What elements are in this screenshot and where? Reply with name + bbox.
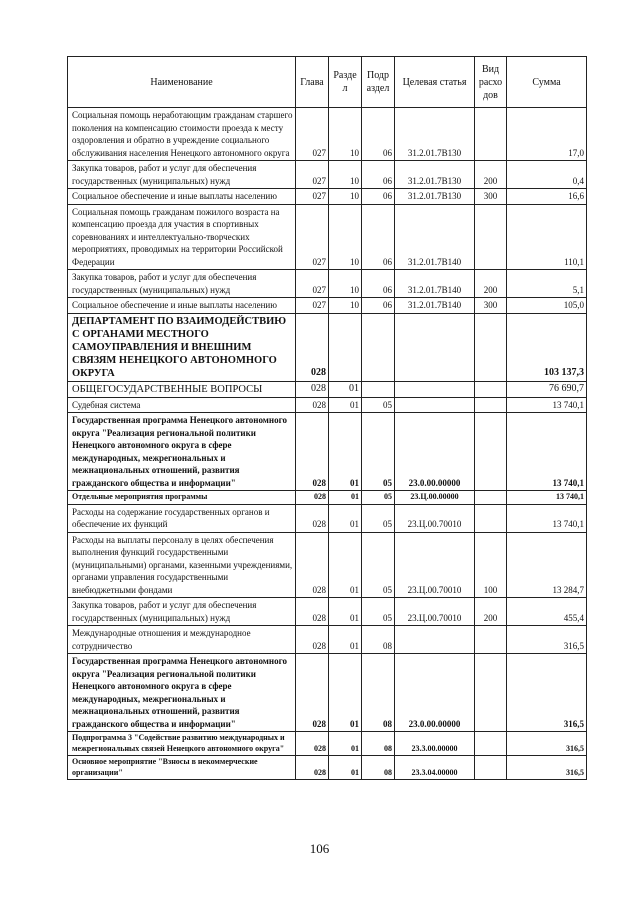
cell-podrazdel: 05: [362, 397, 395, 413]
cell-razdel: 01: [329, 756, 362, 780]
table-row: [68, 654, 587, 732]
cell-razdel: 01: [329, 598, 362, 626]
cell-sum: 0,4: [507, 161, 587, 189]
cell-vid: 300: [475, 298, 507, 314]
cell-vid: 200: [475, 161, 507, 189]
header-razdel: Разде л: [329, 57, 362, 108]
cell-podrazdel: 05: [362, 413, 395, 491]
cell-sum: 13 740,1: [507, 397, 587, 413]
header-target: Целевая статья: [395, 57, 475, 108]
cell-glava: 028: [296, 313, 329, 381]
cell-glava: 027: [296, 108, 329, 161]
cell-target: [395, 626, 475, 654]
cell-podrazdel: 06: [362, 108, 395, 161]
cell-podrazdel: 05: [362, 598, 395, 626]
cell-sum: 17,0: [507, 108, 587, 161]
cell-name: Международные отношения и международное сотрудничество: [68, 626, 296, 654]
cell-razdel: 01: [329, 504, 362, 532]
cell-podrazdel: 06: [362, 161, 395, 189]
cell-sum: 13 740,1: [507, 413, 587, 491]
cell-razdel: 10: [329, 161, 362, 189]
cell-glava: 028: [296, 756, 329, 780]
cell-razdel: 01: [329, 654, 362, 732]
cell-vid: [475, 504, 507, 532]
table-row: [68, 532, 587, 598]
cell-target: 31.2.01.7В130: [395, 189, 475, 205]
table-row: [68, 189, 587, 205]
cell-glava: 028: [296, 654, 329, 732]
cell-glava: 028: [296, 381, 329, 397]
cell-target: 23.3.00.00000: [395, 732, 475, 756]
cell-name: Закупка товаров, работ и услуг для обеспечения государственных (муниципальных) нужд: [68, 598, 296, 626]
cell-razdel: 01: [329, 397, 362, 413]
cell-target: [395, 397, 475, 413]
cell-vid: 100: [475, 532, 507, 598]
cell-razdel: 01: [329, 381, 362, 397]
cell-razdel: 10: [329, 270, 362, 298]
cell-target: 31.2.01.7В140: [395, 270, 475, 298]
cell-target: 23.Ц.00.00000: [395, 491, 475, 505]
cell-target: 23.Ц.00.70010: [395, 504, 475, 532]
table-header-row: [68, 57, 587, 108]
cell-podrazdel: [362, 313, 395, 381]
cell-podrazdel: 08: [362, 732, 395, 756]
cell-vid: [475, 491, 507, 505]
table-row: [68, 413, 587, 491]
cell-podrazdel: 05: [362, 532, 395, 598]
table-row: [68, 504, 587, 532]
cell-razdel: 10: [329, 298, 362, 314]
cell-sum: 316,5: [507, 654, 587, 732]
cell-vid: [475, 204, 507, 270]
cell-vid: [475, 381, 507, 397]
cell-razdel: 01: [329, 732, 362, 756]
cell-podrazdel: 05: [362, 491, 395, 505]
cell-glava: 027: [296, 298, 329, 314]
cell-target: 23.0.00.00000: [395, 413, 475, 491]
cell-glava: 028: [296, 626, 329, 654]
cell-razdel: 01: [329, 413, 362, 491]
cell-razdel: 10: [329, 108, 362, 161]
cell-podrazdel: 05: [362, 504, 395, 532]
cell-name: Подпрограмма 3 "Содействие развитию международных и межрегиональных связей Ненецкого автономного округа": [68, 732, 296, 756]
cell-podrazdel: 06: [362, 270, 395, 298]
table-row: [68, 598, 587, 626]
cell-target: 23.Ц.00.70010: [395, 532, 475, 598]
header-podrazdel: Подр аздел: [362, 57, 395, 108]
cell-razdel: 01: [329, 532, 362, 598]
cell-vid: [475, 732, 507, 756]
table-row: [68, 298, 587, 314]
cell-target: [395, 381, 475, 397]
cell-sum: 105,0: [507, 298, 587, 314]
cell-sum: 13 284,7: [507, 532, 587, 598]
table-row: [68, 161, 587, 189]
cell-razdel: 10: [329, 204, 362, 270]
table-row: [68, 270, 587, 298]
cell-vid: [475, 654, 507, 732]
cell-glava: 027: [296, 204, 329, 270]
cell-podrazdel: 08: [362, 654, 395, 732]
cell-name: Государственная программа Ненецкого автономного округа "Реализация региональной политики Ненецкого автономного округа в сфере международных, межрегиональных и межнациональных отношений, развития гражданского общества и информации": [68, 654, 296, 732]
cell-target: 23.0.00.00000: [395, 654, 475, 732]
table-row: [68, 732, 587, 756]
cell-glava: 027: [296, 161, 329, 189]
cell-name: Закупка товаров, работ и услуг для обеспечения государственных (муниципальных) нужд: [68, 161, 296, 189]
cell-vid: 300: [475, 189, 507, 205]
cell-razdel: 10: [329, 189, 362, 205]
cell-name: Социальное обеспечение и иные выплаты населению: [68, 298, 296, 314]
cell-podrazdel: 06: [362, 189, 395, 205]
cell-sum: 76 690,7: [507, 381, 587, 397]
cell-target: [395, 313, 475, 381]
cell-name: Государственная программа Ненецкого автономного округа "Реализация региональной политики Ненецкого автономного округа в сфере международных, межрегиональных и межнациональных отношений, развития гражданского общества и информации": [68, 413, 296, 491]
cell-glava: 028: [296, 732, 329, 756]
cell-vid: [475, 108, 507, 161]
cell-sum: 316,5: [507, 732, 587, 756]
cell-target: 23.3.04.00000: [395, 756, 475, 780]
cell-sum: 103 137,3: [507, 313, 587, 381]
cell-sum: 13 740,1: [507, 491, 587, 505]
cell-vid: 200: [475, 598, 507, 626]
cell-sum: 110,1: [507, 204, 587, 270]
table-row: [68, 626, 587, 654]
cell-podrazdel: [362, 381, 395, 397]
cell-razdel: 01: [329, 491, 362, 505]
cell-vid: [475, 626, 507, 654]
cell-sum: 5,1: [507, 270, 587, 298]
cell-name: Расходы на выплаты персоналу в целях обеспечения выполнения функций государственными (муниципальными) органами, казенными учреждениями, органами управления государственными внебюджетными фондами: [68, 532, 296, 598]
cell-sum: 316,5: [507, 756, 587, 780]
cell-vid: [475, 397, 507, 413]
cell-vid: [475, 313, 507, 381]
cell-sum: 13 740,1: [507, 504, 587, 532]
table-row: [68, 381, 587, 397]
header-vid: Вид расхо дов: [475, 57, 507, 108]
cell-glava: 028: [296, 413, 329, 491]
cell-glava: 028: [296, 532, 329, 598]
cell-name: Социальное обеспечение и иные выплаты населению: [68, 189, 296, 205]
page-number: 106: [309, 841, 330, 856]
cell-podrazdel: 08: [362, 626, 395, 654]
cell-name: Основное мероприятие "Взносы в некоммерческие организации": [68, 756, 296, 780]
budget-table: [67, 56, 587, 780]
cell-vid: [475, 413, 507, 491]
cell-glava: 028: [296, 504, 329, 532]
cell-target: 31.2.01.7В140: [395, 204, 475, 270]
cell-glava: 027: [296, 189, 329, 205]
table-row: [68, 397, 587, 413]
cell-target: 31.2.01.7В130: [395, 108, 475, 161]
cell-glava: 028: [296, 491, 329, 505]
cell-glava: 028: [296, 598, 329, 626]
table-row: [68, 491, 587, 505]
cell-target: 23.Ц.00.70010: [395, 598, 475, 626]
table-row: [68, 756, 587, 780]
cell-podrazdel: 08: [362, 756, 395, 780]
cell-name: Расходы на содержание государственных органов и обеспечение их функций: [68, 504, 296, 532]
header-glava: Глава: [296, 57, 329, 108]
table-row: [68, 204, 587, 270]
cell-podrazdel: 06: [362, 204, 395, 270]
cell-name: Отдельные мероприятия программы: [68, 491, 296, 505]
header-sum: Сумма: [507, 57, 587, 108]
cell-name: Закупка товаров, работ и услуг для обеспечения государственных (муниципальных) нужд: [68, 270, 296, 298]
cell-name: ОБЩЕГОСУДАРСТВЕННЫЕ ВОПРОСЫ: [68, 381, 296, 397]
header-name: Наименование: [68, 57, 296, 108]
cell-sum: 455,4: [507, 598, 587, 626]
cell-glava: 027: [296, 270, 329, 298]
cell-sum: 16,6: [507, 189, 587, 205]
cell-razdel: 01: [329, 626, 362, 654]
cell-name: Социальная помощь гражданам пожилого возраста на компенсацию проезда для участия в спортивных соревнованиях и интеллектуально-творческих мероприятиях, проводимых на территории Российской Федерации: [68, 204, 296, 270]
cell-name: ДЕПАРТАМЕНТ ПО ВЗАИМОДЕЙСТВИЮ С ОРГАНАМИ МЕСТНОГО САМОУПРАВЛЕНИЯ И ВНЕШНИМ СВЯЗЯМ НЕНЕЦКОГО АВТОНОМНОГО ОКРУГА: [68, 313, 296, 381]
table-row: [68, 108, 587, 161]
cell-vid: 200: [475, 270, 507, 298]
cell-name: Судебная система: [68, 397, 296, 413]
cell-name: Социальная помощь неработающим гражданам старшего поколения на компенсацию стоимости проезда к месту оздоровления и обратно в учреждение социального обслуживания населения Ненецкого автономного округа: [68, 108, 296, 161]
cell-glava: 028: [296, 397, 329, 413]
cell-vid: [475, 756, 507, 780]
cell-podrazdel: 06: [362, 298, 395, 314]
table-row: [68, 313, 587, 381]
cell-target: 31.2.01.7В140: [395, 298, 475, 314]
cell-target: 31.2.01.7В130: [395, 161, 475, 189]
cell-razdel: [329, 313, 362, 381]
cell-sum: 316,5: [507, 626, 587, 654]
